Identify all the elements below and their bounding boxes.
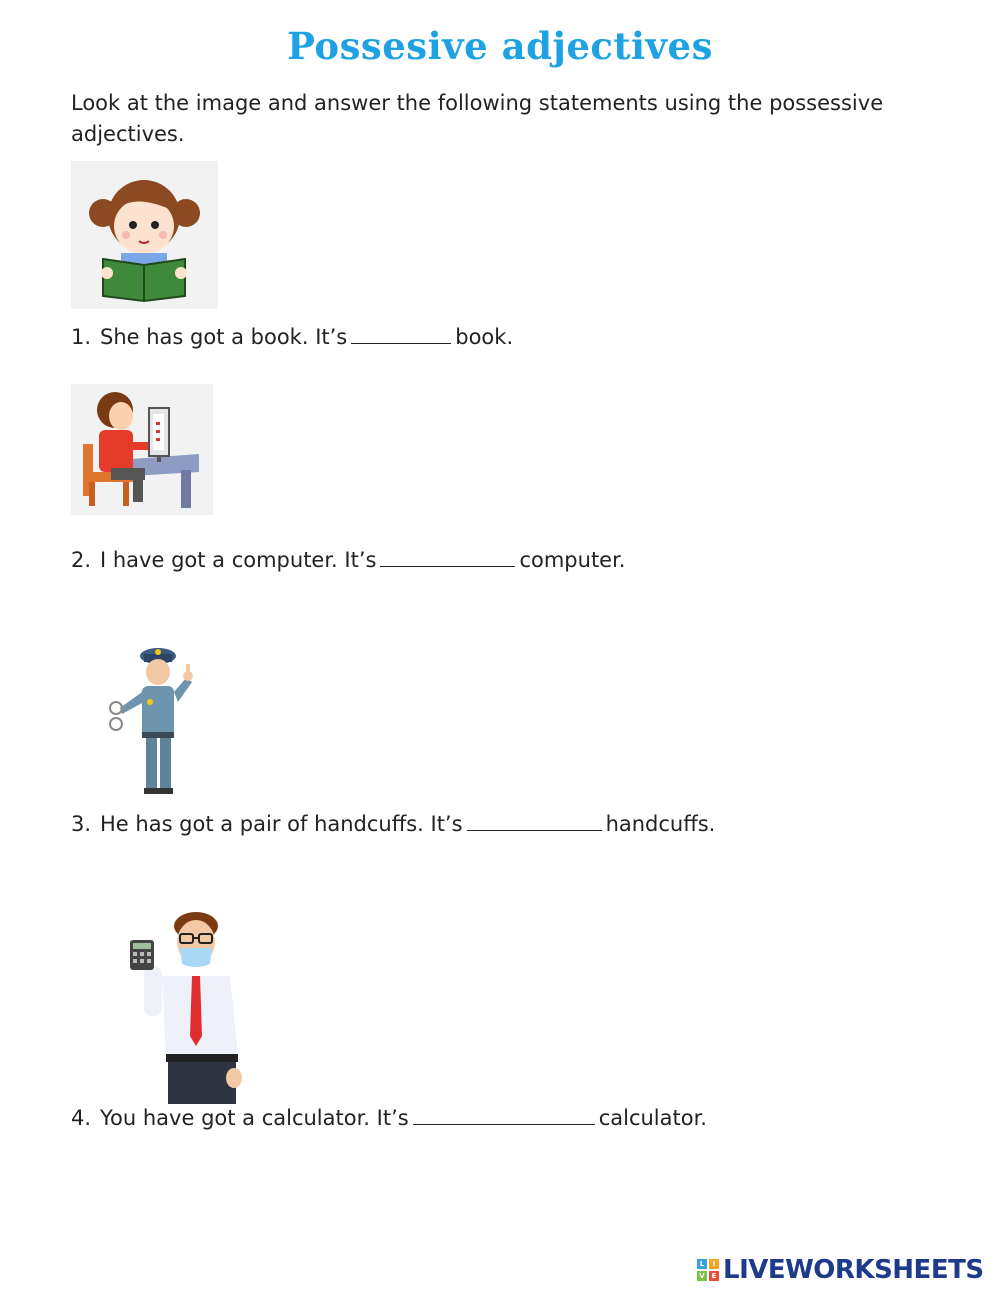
question-1: [71, 325, 513, 349]
answer-blank[interactable]: [351, 326, 451, 344]
question-number: 4.: [71, 1106, 92, 1130]
answer-blank[interactable]: [467, 813, 602, 831]
question-4: [71, 1106, 707, 1130]
question-text-end: handcuffs.: [605, 812, 716, 836]
man-calculator-image: [122, 906, 248, 1104]
instructions-text: Look at the image and answer the following statements using the possessive adjectives.: [71, 91, 884, 146]
logo-block: I: [709, 1259, 719, 1269]
question-text-end: computer.: [519, 548, 626, 572]
question-text: She has got a book. It’s: [100, 325, 348, 349]
question-text-end: calculator.: [598, 1106, 707, 1130]
question-number: 3.: [71, 812, 92, 836]
question-3: [71, 812, 715, 836]
question-number: 2.: [71, 548, 92, 572]
question-text: He has got a pair of handcuffs. It’s: [100, 812, 463, 836]
question-number: 1.: [71, 325, 92, 349]
answer-blank[interactable]: [413, 1107, 595, 1125]
logo-block: L: [697, 1259, 707, 1269]
question-2: [71, 548, 625, 572]
boy-computer-image: [71, 384, 213, 515]
logo-blocks-icon: [697, 1259, 719, 1281]
answer-blank[interactable]: [380, 549, 515, 567]
policeman-image: [100, 636, 220, 806]
question-text: I have got a computer. It’s: [100, 548, 377, 572]
worksheet-title: Possesive adjectives: [287, 24, 713, 68]
girl-reading-image: [71, 161, 218, 309]
logo-wordmark: LIVEWORKSHEETS: [723, 1255, 984, 1285]
logo-block: V: [697, 1271, 707, 1281]
liveworksheets-logo: [697, 1255, 984, 1285]
question-text: You have got a calculator. It’s: [100, 1106, 409, 1130]
question-text-end: book.: [455, 325, 514, 349]
logo-block: E: [709, 1271, 719, 1281]
